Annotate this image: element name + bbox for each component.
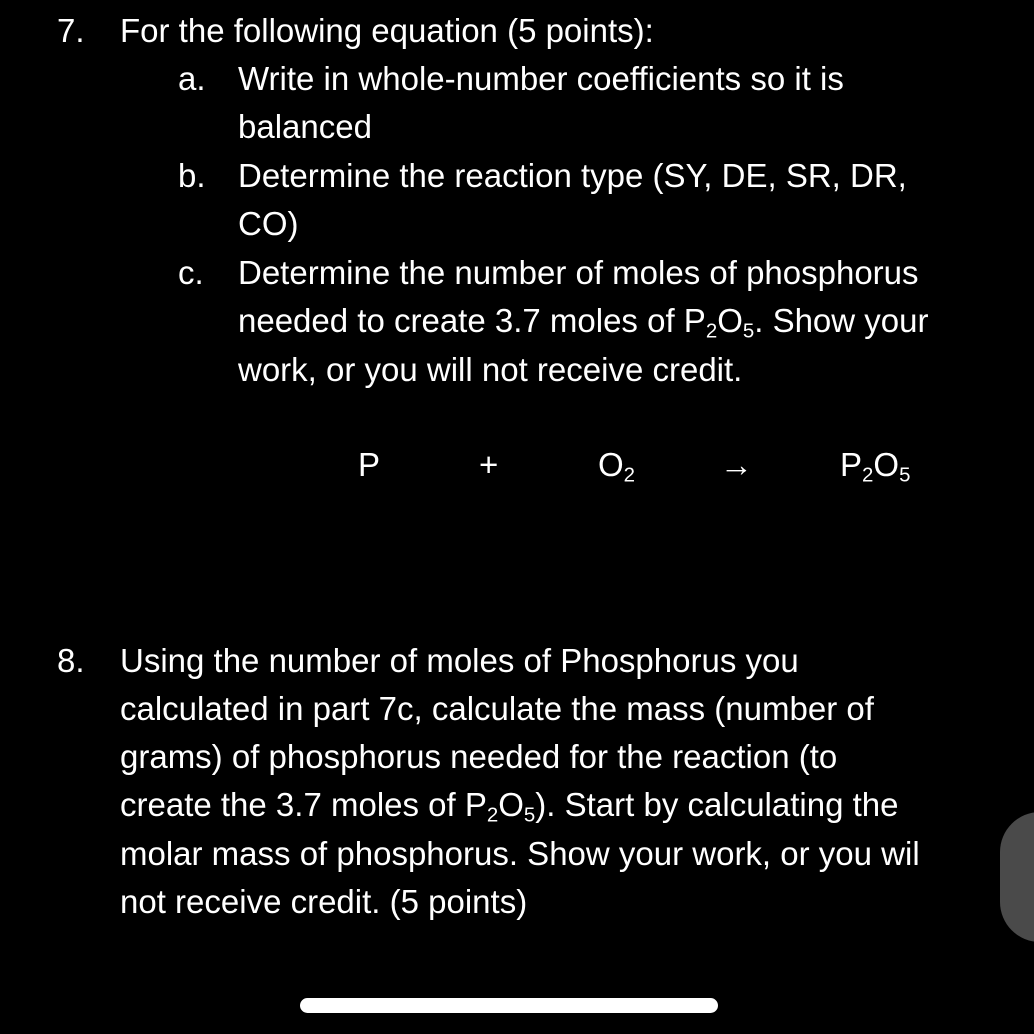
part-a-letter: a.	[178, 60, 206, 97]
question-8-line-2: calculated in part 7c, calculate the mass (number of	[120, 690, 874, 727]
reactant-phosphorus: P	[358, 446, 381, 483]
part-c-line-2: needed to create 3.7 moles of $P_2O_5$. Show your	[238, 302, 929, 343]
part-c-line-3: work, or you will not receive credit.	[238, 351, 743, 388]
part-b-line-2: CO)	[238, 205, 299, 242]
question-8-line-3: grams) of phosphorus needed for the reaction (to	[120, 738, 838, 775]
plus-sign: +	[479, 446, 499, 483]
part-a-line-1: Write in whole-number coefficients so it is	[238, 60, 844, 97]
part-b-line-1: Determine the reaction type (SY, DE, SR, DR,	[238, 157, 907, 194]
scroll-handle[interactable]	[1000, 812, 1034, 942]
part-c-line-1: Determine the number of moles of phosphorus	[238, 254, 919, 291]
reactant-oxygen: $O_2$	[598, 446, 636, 487]
reaction-arrow: →	[720, 446, 753, 483]
part-b-letter: b.	[178, 157, 206, 194]
home-indicator[interactable]	[300, 998, 718, 1013]
question-8-number: 8.	[57, 642, 85, 679]
product-p2o5: $P_2O_5$	[840, 446, 911, 487]
part-a-line-2: balanced	[238, 108, 372, 145]
question-8-line-1: Using the number of moles of Phosphorus you	[120, 642, 799, 679]
question-7-number: 7.	[57, 12, 85, 49]
question-8-line-4: create the 3.7 moles of $P_2O_5$). Start by calculating the	[120, 786, 899, 827]
question-8-line-5: molar mass of phosphorus. Show your work, or you wil	[120, 835, 920, 872]
part-c-letter: c.	[178, 254, 204, 291]
question-7-prompt: For the following equation (5 points):	[120, 12, 654, 49]
question-8-line-6: not receive credit. (5 points)	[120, 883, 528, 920]
